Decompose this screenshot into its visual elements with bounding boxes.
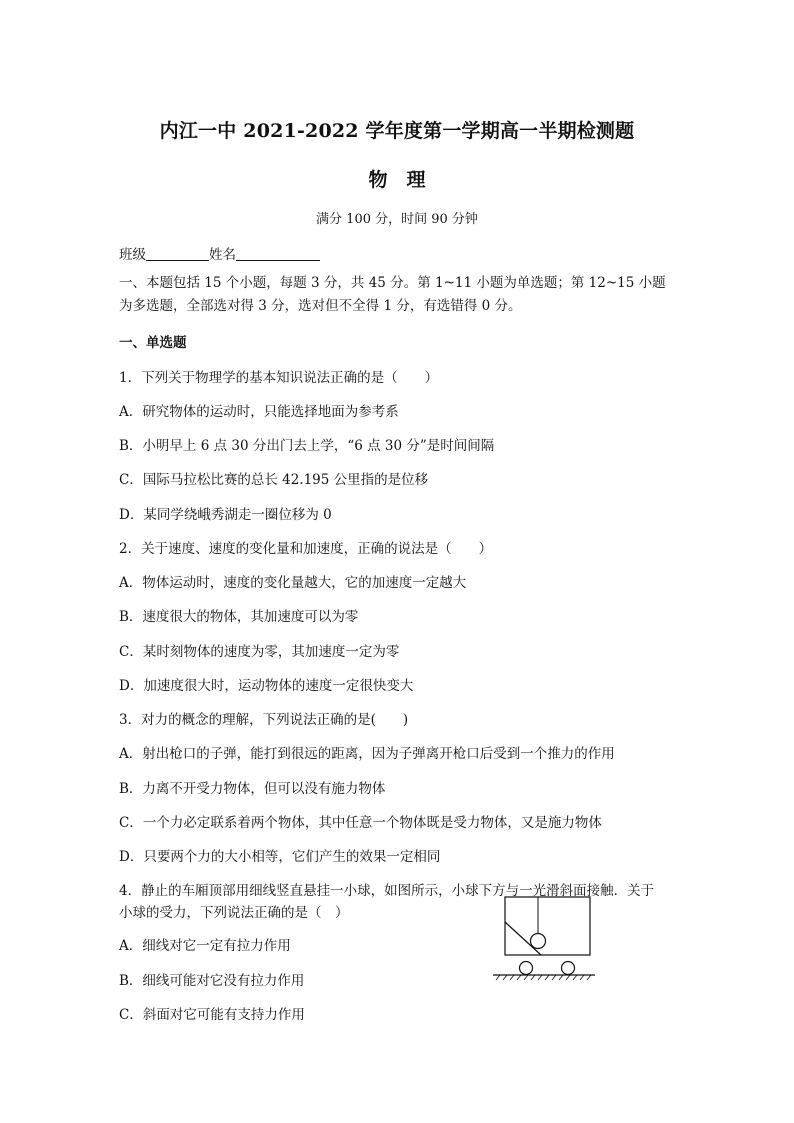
question-1-option-d: D．某同学绕峨秀湖走一圈位移为 0	[119, 507, 332, 523]
question-1-option-c: C．国际马拉松比赛的总长 42.195 公里指的是位移	[119, 472, 429, 488]
question-1-option-b: B．小明早上 6 点 30 分出门去上学，“6 点 30 分”是时间间隔	[119, 438, 495, 454]
ground-hatching	[496, 975, 591, 980]
question-4-option-a: A．细线对它一定有拉力作用	[119, 938, 291, 954]
question-3-option-a: A．射出枪口的子弹，能打到很远的距离，因为子弹离开枪口后受到一个推力的作用	[119, 746, 615, 762]
exam-title: 内江一中 2021-2022 学年度第一学期高一半期检测题	[159, 120, 635, 142]
name-label: 姓名	[209, 247, 236, 263]
student-info-line	[119, 243, 320, 263]
question-3-option-b: B．力离不开受力物体，但可以没有施力物体	[119, 781, 386, 797]
question-3-stem: 3．对力的概念的理解，下列说法正确的是( )	[119, 712, 409, 728]
instructions: 一、本题包括 15 个小题，每题 3 分，共 45 分。第 1~11 小题为单选题；第 12~15 小题为多选题，全部选对得 3 分，选对但不全得 1 分，有选错得 0 分。	[119, 275, 666, 314]
class-blank[interactable]	[146, 246, 209, 261]
question-3-option-c: C．一个力必定联系着两个物体，其中任意一个物体既是受力物体，又是施力物体	[119, 815, 602, 831]
question-4-option-c: C．斜面对它可能有支持力作用	[119, 1007, 305, 1023]
subject-title: 物 理	[368, 169, 426, 191]
name-blank[interactable]	[236, 246, 320, 261]
question-2-option-a: A．物体运动时，速度的变化量越大，它的加速度一定越大	[119, 575, 467, 591]
question-2-option-d: D．加速度很大时，运动物体的速度一定很快变大	[119, 678, 414, 694]
question-1-option-a: A．研究物体的运动时，只能选择地面为参考系	[119, 404, 399, 420]
section-heading-single-choice: 一、单选题	[119, 335, 187, 351]
question-4-stem-line1: 4．静止的车厢顶部用细线竖直悬挂一小球，如图所示，小球下方与一光滑斜面接触．关于	[119, 883, 655, 899]
right-wheel	[562, 962, 575, 975]
question-2-option-c: C．某时刻物体的速度为零，其加速度一定为零	[119, 644, 400, 660]
ball	[531, 934, 546, 949]
left-wheel	[520, 962, 533, 975]
question-3-option-d: D．只要两个力的大小相等，它们产生的效果一定相同	[119, 849, 441, 865]
exam-info: 满分 100 分，时间 90 分钟	[316, 212, 478, 227]
carriage-body	[505, 897, 590, 955]
question-4-option-b: B．细线可能对它没有拉力作用	[119, 973, 305, 989]
question-1-stem: 1．下列关于物理学的基本知识说法正确的是（ ）	[119, 370, 439, 386]
carriage-figure	[488, 892, 598, 984]
question-4-stem-line2: 小球的受力，下列说法正确的是（ ）	[119, 905, 349, 921]
class-label: 班级	[119, 247, 146, 263]
question-2-option-b: B．速度很大的物体，其加速度可以为零	[119, 609, 359, 625]
question-2-stem: 2．关于速度、速度的变化量和加速度，正确的说法是（ ）	[119, 541, 493, 557]
